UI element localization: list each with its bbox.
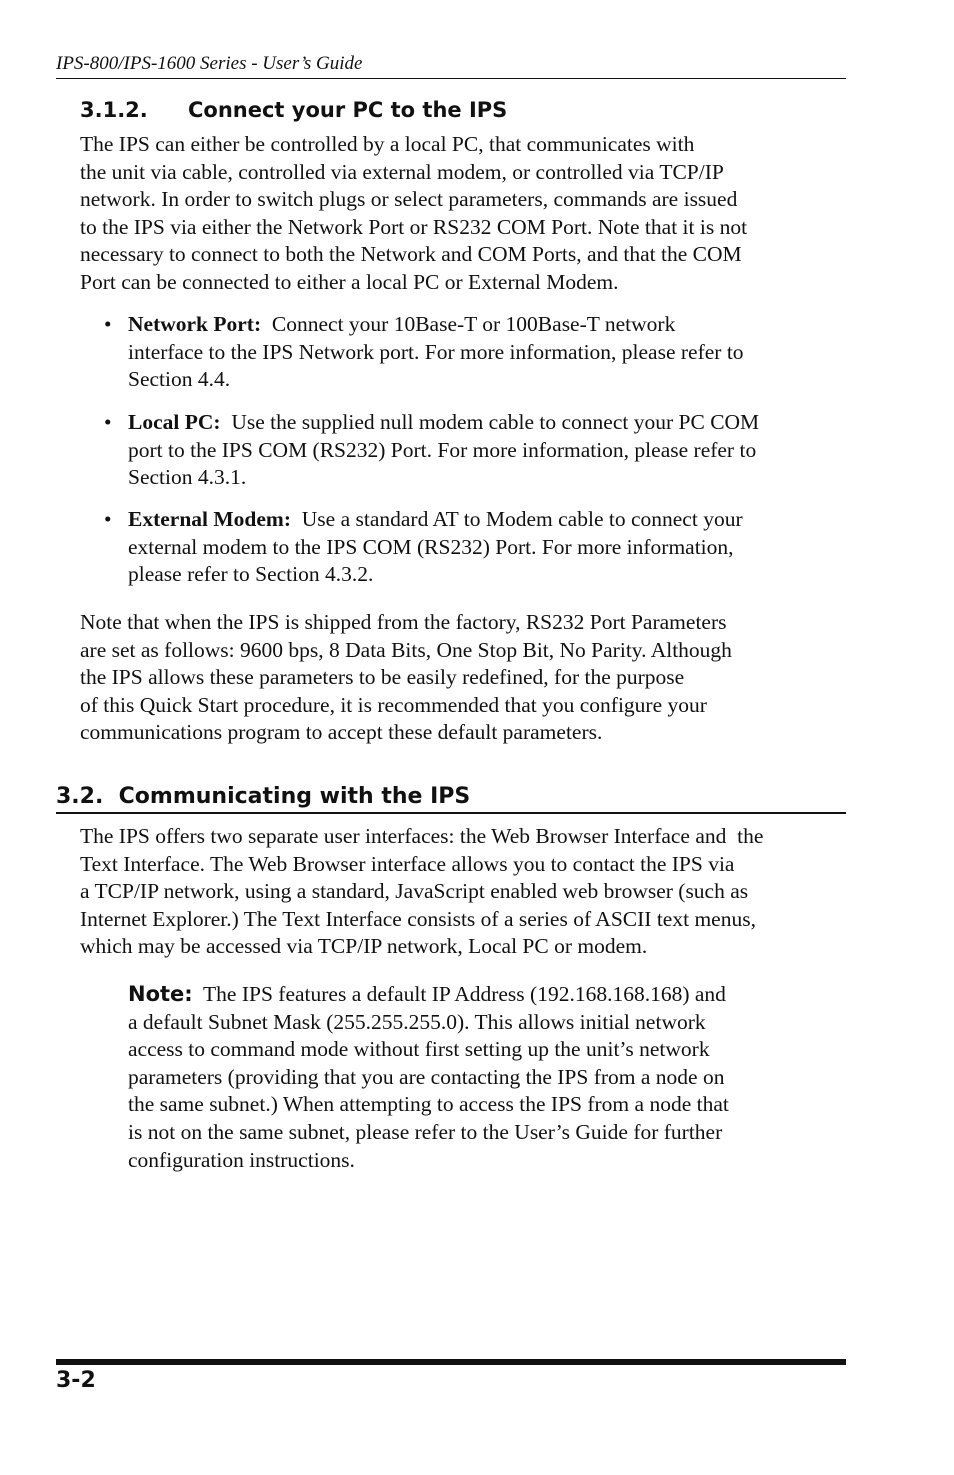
bullet-text: Use a standard AT to Modem cable to connect your — [291, 507, 743, 531]
text-line: necessary to connect to both the Network and COM Ports, and that the COM — [80, 242, 742, 267]
page-number: 3-2 — [56, 1368, 96, 1393]
note-text: is not on the same subnet, please refer to the User’s Guide for further — [128, 1119, 723, 1144]
section-heading-3-2: 3.2. Communicating with the IPS — [56, 782, 846, 814]
bullet-label: External Modem: — [128, 507, 292, 531]
text-line: the unit via cable, controlled via external modem, or controlled via TCP/IP — [80, 159, 724, 184]
bullet-text: Connect your 10Base-T or 100Base-T network — [261, 312, 676, 336]
text-line: The IPS offers two separate user interfaces: the Web Browser Interface and the — [80, 824, 764, 848]
note-text: configuration instructions. — [128, 1147, 355, 1172]
note-text: a default Subnet Mask (255.255.255.0). This allows initial network — [128, 1009, 706, 1034]
bullet-text: external modem to the IPS COM (RS232) Port. For more information, — [128, 534, 734, 559]
bullet-text: interface to the IPS Network port. For more information, please refer to — [128, 339, 744, 364]
text-line: the IPS allows these parameters to be easily redefined, for the purpose — [80, 665, 685, 690]
note-label: Note: — [128, 982, 193, 1006]
interfaces-paragraph — [80, 823, 763, 961]
bullet-text: please refer to Section 4.3.2. — [128, 562, 374, 587]
note-text: parameters (providing that you are contacting the IPS from a node on — [128, 1064, 725, 1089]
note-block — [128, 981, 729, 1174]
note-text: access to command mode without first setting up the unit’s network — [128, 1037, 710, 1062]
text-line: a TCP/IP network, using a standard, JavaScript enabled web browser (such as — [80, 879, 749, 904]
bullet-marker: • — [104, 507, 112, 531]
text-line: Internet Explorer.) The Text Interface consists of a series of ASCII text menus, — [80, 906, 756, 931]
text-line: Port can be connected to either a local PC or External Modem. — [80, 269, 619, 294]
footer-rule — [56, 1359, 846, 1365]
section-heading-3-1-2 — [80, 96, 507, 124]
bullet-text: Use the supplied null modem cable to connect your PC COM — [220, 410, 760, 434]
note-text: the same subnet.) When attempting to access the IPS from a node that — [128, 1092, 729, 1117]
text-line: which may be accessed via TCP/IP network, Local PC or modem. — [80, 934, 648, 959]
intro-paragraph — [80, 131, 747, 297]
text-line: to the IPS via either the Network Port or RS232 COM Port. Note that it is not — [80, 214, 748, 239]
text-line: Text Interface. The Web Browser interface allows you to contact the IPS via — [80, 851, 735, 876]
text-line: of this Quick Start procedure, it is recommended that you configure your — [80, 692, 707, 717]
bullet-label: Network Port: — [128, 312, 262, 336]
bullet-text: Section 4.3.1. — [128, 465, 247, 490]
section-title: Connect your PC to the IPS — [188, 98, 508, 122]
bullet-text: Section 4.4. — [128, 367, 231, 392]
running-header: IPS-800/IPS-1600 Series - User’s Guide — [56, 52, 846, 79]
text-line: communications program to accept these default parameters. — [80, 720, 603, 745]
factory-settings-paragraph — [80, 609, 732, 747]
bullet-text: port to the IPS COM (RS232) Port. For more information, please refer to — [128, 437, 757, 462]
bullet-label: Local PC: — [128, 410, 221, 434]
bullet-marker: • — [104, 312, 112, 336]
bullet-marker: • — [104, 410, 112, 434]
text-line: Note that when the IPS is shipped from the factory, RS232 Port Parameters — [80, 610, 727, 634]
text-line: The IPS can either be controlled by a local PC, that communicates with — [80, 132, 695, 156]
section-number: 3.1.2. — [80, 98, 148, 122]
text-line: are set as follows: 9600 bps, 8 Data Bits, One Stop Bit, No Parity. Although — [80, 637, 732, 662]
text-line: network. In order to switch plugs or select parameters, commands are issued — [80, 187, 738, 212]
note-text: The IPS features a default IP Address (192.168.168.168) and — [192, 982, 726, 1006]
